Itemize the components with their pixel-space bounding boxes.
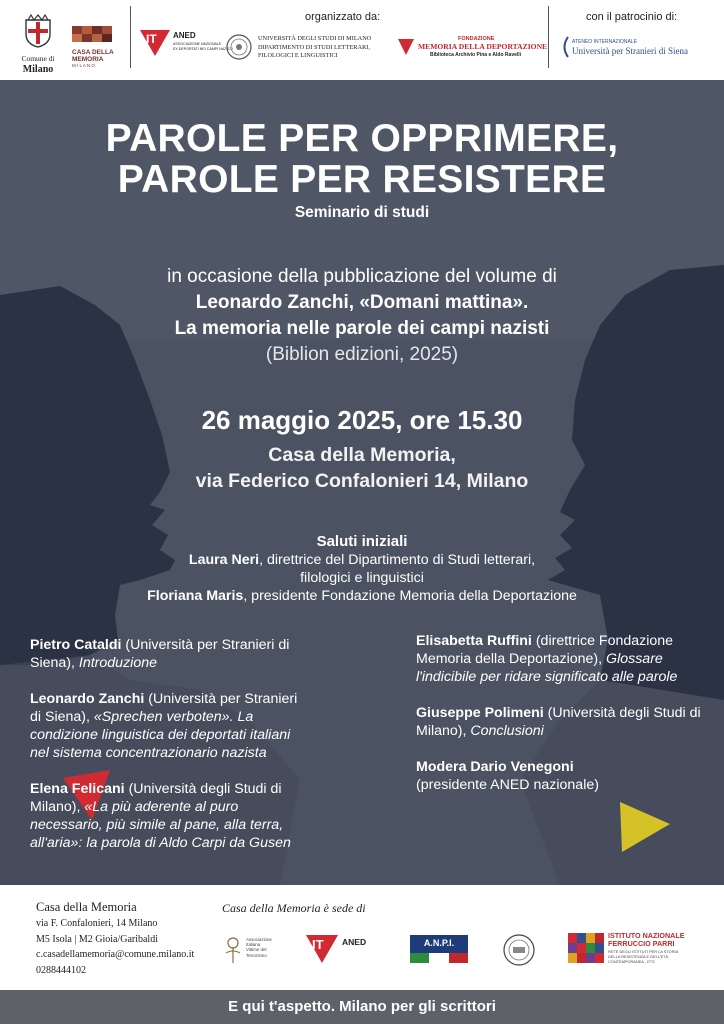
tagline-bar: E qui t'aspetto. Milano per gli scrittori (0, 990, 724, 1024)
unimi-seal-icon (226, 34, 252, 60)
talk-right-3-moderator: Modera Dario Venegoni (416, 759, 574, 775)
fondazione-line2: MEMORIA DELLA DEPORTAZIONE (418, 42, 548, 51)
talk-right-3-affil: (presidente ANED nazionale) (416, 777, 599, 793)
fondazione-triangle-icon (398, 39, 414, 55)
round-seal-icon (502, 933, 536, 967)
aviter-text (246, 937, 272, 958)
organized-by-label: organizzato da: (305, 11, 381, 23)
parri-line2: FERRUCCIO PARRI (608, 939, 675, 948)
greeting-1-name: Laura Neri (188, 552, 260, 568)
casa-line3: M I L A N O (72, 63, 95, 68)
greeting-1-role: , direttrice del Dipartimento di Studi letterari, (259, 552, 536, 568)
talk-left-1-speaker: Pietro Cataldi (30, 637, 122, 653)
talk-right-1-speaker: Elisabetta Ruffini (416, 633, 532, 649)
unimi-line2: DIPARTIMENTO DI STUDI LETTERARI, (258, 44, 370, 51)
greeting-2-role: , presidente Fondazione Memoria della Deportazione (243, 588, 577, 604)
header-separator-2 (548, 6, 549, 68)
unistrasi-line2: Università per Stranieri di Siena (572, 46, 688, 56)
parri-logo (568, 931, 718, 969)
comune-line2: Milano (22, 63, 54, 75)
casa-memoria-mosaic-icon (72, 26, 112, 42)
parri-line4: DELLA RESISTENZA E DELL'ETÀ (608, 954, 669, 959)
unistrasi-logo (560, 36, 710, 60)
patronage-label: con il patrocinio di: (586, 11, 678, 23)
talk-right-3 (416, 758, 701, 794)
unimi-line1: UNIVERSITÀ DEGLI STUDI DI MILANO (258, 35, 372, 42)
greeting-1-role-cont: filologici e linguistici (300, 570, 424, 586)
fondazione-line3: Biblioteca Archivio Pina e Aldo Ravelli (430, 52, 522, 58)
venue-contact-block (36, 899, 194, 978)
unistrasi-mark-icon (560, 36, 570, 58)
aned-sub2: EX DEPORTATI NEI CAMPI NAZISTI (173, 47, 233, 51)
talk-left-2-speaker: Leonardo Zanchi (30, 691, 145, 707)
talk-left-2-title: «Sprechen verboten». La condizione linguistica dei deportati italiani nel sistema concentrazionario nazista (30, 709, 291, 761)
aviter-line3: Vittime del (246, 947, 267, 953)
talk-right-2 (416, 704, 701, 740)
parri-line5: CONTEMPORANEA - ETS (608, 959, 655, 964)
talk-right-2-title: Conclusioni (470, 723, 544, 739)
talk-left-1 (30, 636, 305, 672)
unimi-line3: FILOLOGICI E LINGUISTICI (258, 52, 338, 59)
aviter-flower-icon (222, 935, 244, 965)
talk-left-1-title: Introduzione (78, 655, 157, 671)
unimi-logo (226, 34, 386, 64)
talk-left-3-affil: (Università degli Studi di Milano), (30, 781, 282, 815)
aned-sub1: ASSOCIAZIONE NAZIONALE (173, 42, 222, 46)
footer-address: via F. Confalonieri, 14 Milano (36, 918, 158, 929)
aned-name: ANED (173, 31, 196, 40)
aviter-logo (222, 933, 292, 969)
program-right-column (416, 632, 701, 812)
casa-line2: MEMORIA (72, 56, 104, 63)
venue-line-2: via Federico Confalonieri 14, Milano (195, 470, 529, 492)
greeting-2-name: Floriana Maris (147, 588, 244, 604)
fondazione-line1: FONDAZIONE (458, 36, 495, 42)
title-line-1: PAROLE PER OPPRIMERE, (105, 117, 619, 160)
poster-main (0, 80, 724, 885)
fondazione-logo (398, 36, 548, 62)
talk-left-3 (30, 780, 305, 852)
book-line-1: Leonardo Zanchi, «Domani mattina». (195, 292, 529, 313)
parri-mosaic-icon (568, 933, 604, 963)
talk-right-2-speaker: Giuseppe Polimeni (416, 705, 544, 721)
talk-left-2 (30, 690, 305, 762)
talk-right-1-affil: (direttrice Fondazione Memoria della Deportazione), (416, 633, 674, 667)
title-line-2: PAROLE PER RESISTERE (117, 158, 607, 201)
footer-metro: M5 Isola | M2 Gioia/Garibaldi (36, 933, 158, 945)
publisher-line: (Biblion edizioni, 2025) (265, 344, 459, 365)
greeting-2 (0, 588, 724, 604)
parri-line1: ISTITUTO NAZIONALE (608, 931, 685, 940)
unistrasi-line1: ATENEO INTERNAZIONALE (572, 39, 637, 45)
aviter-line4: Terrorismo (246, 952, 267, 958)
talk-right-1-title: Glossare l'indicibile per ridare significato alle parole (416, 651, 678, 685)
comune-milano-logo (18, 14, 58, 75)
milano-crest-icon (18, 14, 58, 48)
anpi-text: A.N.P.I. (423, 938, 455, 948)
footer-aned-mark: IT (312, 937, 324, 952)
subtitle: Seminario di studi (294, 204, 430, 221)
seal-logo (502, 933, 536, 967)
aviter-line2: Italiana (246, 942, 261, 948)
anpi-logo (410, 935, 470, 965)
footer-aned-logo (306, 935, 386, 965)
greeting-1 (0, 552, 724, 568)
aned-mark: IT (146, 32, 157, 46)
talk-left-1-affil: (Università per Stranieri di Siena), (30, 637, 290, 671)
footer-email: c.casadellamemoria@comune.milano.it (36, 949, 195, 960)
footer (0, 885, 724, 990)
talk-left-3-title: «La più aderente al puro necessario, più simile al pane, alla terra, all'aria»: la parola di Aldo Carpi da Gusen (30, 799, 291, 851)
event-date: 26 maggio 2025, ore 15.30 (201, 405, 523, 435)
talk-left-2-affil: (Università per Stranieri di Siena), (30, 691, 298, 725)
talk-left-3-speaker: Elena Felicani (30, 781, 125, 797)
greetings-heading: Saluti iniziali (316, 533, 408, 550)
aned-logo (140, 30, 233, 60)
casa-line1: CASA DELLA (72, 49, 114, 56)
comune-line1: Comune di (21, 54, 55, 63)
footer-aned-name: ANED (342, 937, 367, 947)
venue-line-1: Casa della Memoria, (268, 444, 456, 466)
casa-memoria-logo (72, 26, 116, 70)
parri-line3: RETE DEGLI ISTITUTI PER LA STORIA (608, 949, 679, 954)
occasion-line: in occasione della pubblicazione del volume di (167, 266, 557, 287)
seat-label: Casa della Memoria è sede di (222, 901, 366, 915)
program-left-column (30, 636, 305, 870)
sponsor-header (0, 0, 724, 80)
talk-right-2-affil: (Università degli Studi di Milano), (416, 705, 701, 739)
footer-venue-name: Casa della Memoria (36, 900, 137, 914)
aviter-line1: Associazione (246, 937, 272, 942)
header-separator-1 (130, 6, 131, 68)
footer-phone: 0288444102 (36, 964, 86, 976)
talk-right-1 (416, 632, 701, 686)
book-line-2: La memoria nelle parole dei campi nazisti (174, 318, 550, 339)
